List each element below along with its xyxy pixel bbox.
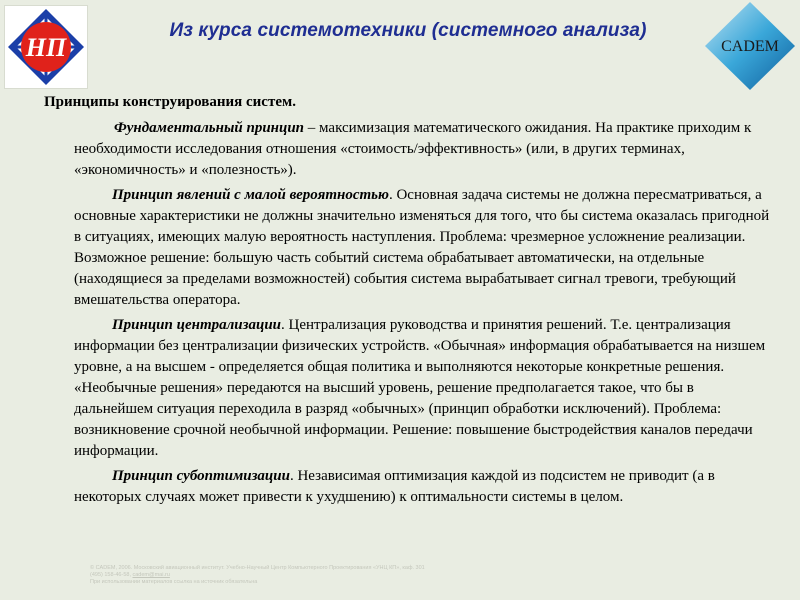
footer-contact-line (90, 572, 650, 579)
principle-paragraph (44, 118, 774, 181)
cadem-logo (701, 0, 799, 92)
footer-phone: (495) 158-46-58, (90, 572, 133, 578)
principle-text: – максимизация математического ожидания. На практике приходим к необходимости исследования отношения «стоимость/эффективность» (или, в других терминах, «экономичность» и «полезность»). (74, 120, 752, 178)
principle-term: Принцип централизации (112, 317, 282, 333)
principle-paragraph (44, 466, 774, 508)
principle-text: . Независимая оптимизация каждой из подсистем не приводит (а в некоторых случаях может привести к ухудшению) к оптимальности системы в целом. (74, 468, 715, 505)
principle-term: Фундаментальный принцип (114, 120, 305, 136)
footer-line: При использовании материалов ссылка на источник обязательна (90, 579, 258, 585)
slide-content (44, 92, 772, 512)
cadem-logo-text: CADEM (721, 38, 779, 55)
principle-term: Принцип явлений с малой вероятностью (112, 187, 389, 203)
principle-term: Принцип субоптимизации (112, 468, 290, 484)
section-heading: Принципы конструирования систем. (44, 94, 296, 110)
principle-text: . Основная задача системы не должна пересматриваться, а основные характеристики не должны значительно изменяться для того, что бы система оказалась пригодной в ситуациях, имеющих малую вероятность наступления. Проблема: чрезмерное усложнение реализации. Возможное решение: большую часть событий система обрабатывает автоматически, на отдельные (находящиеся за пределами возможностей) события система вырабатывает сигнал тревоги, требующий вмешательства оператора. (74, 187, 770, 308)
institute-logo (5, 6, 87, 88)
principle-paragraph (44, 185, 774, 311)
principle-text: . Централизация руководства и принятия решений. Т.е. централизация информации без централизации физических устройств. «Обычная» информация обрабатывается на низшем уровне, а на высшем - определяется общая политика и выполняются некоторые конкретные решения. «Необычные решения» передаются на высший уровень, решение предполагается такое, что бы в дальнейшем ситуация переходила в разряд «обычных» (принцип обработки исключений). Проблема: возникновение срочной необычной информации. Решение: повышение быстродействия каналов передачи информации. (74, 317, 766, 459)
page-title: Из курса системотехники (системного анализа) (169, 20, 647, 41)
copyright-footer (90, 565, 650, 586)
footer-line: © CADEM, 2006. Московский авиационный институт. Учебно-Научный Центр Компьютерного Проектирования «УНЦ КП», каф. 301 (90, 565, 425, 571)
principle-paragraph (44, 315, 774, 462)
institute-logo-text: НП (25, 33, 67, 62)
footer-email-link[interactable]: cadem@mai.ru (132, 572, 170, 578)
